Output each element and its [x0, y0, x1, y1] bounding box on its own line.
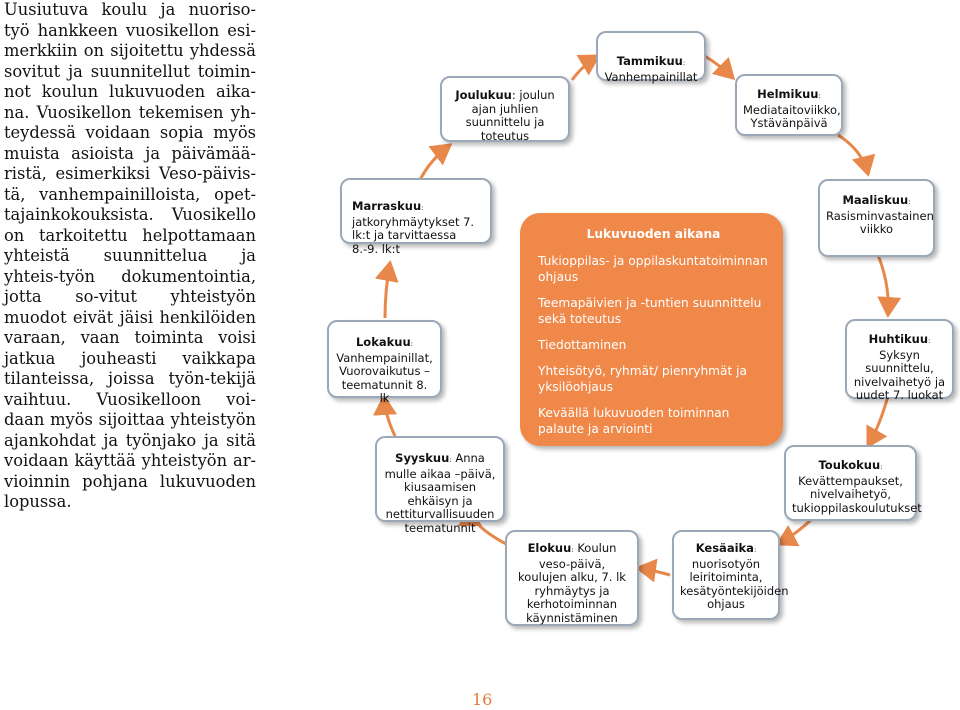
- month-box-syyskuu: Syyskuu: Anna mulle aikaa –päivä, kiusaamisen ehkäisyn ja nettiturvallisuuden teematunnit: [375, 436, 505, 522]
- arrow-touko-kesa: [778, 518, 813, 544]
- hub-item: Keväällä lukuvuoden toiminnan palaute ja arviointi: [538, 406, 730, 436]
- month-text: Syksyn suunnittelu, nivelvaihetyö ja uudet 7. luokat: [853, 347, 946, 402]
- month-text: jatkoryhmäytykset 7. lk:t ja tarvittaessa 8.-9. lk:t: [352, 214, 475, 256]
- month-box-kesaaika: Kesäaika: nuorisotyön leiritoiminta, kesätyöntekijöiden ohjaus: [672, 530, 780, 620]
- month-name: Elokuu: [527, 541, 572, 555]
- arrow-huhti-touko: [868, 396, 888, 446]
- month-name: Marraskuu: [352, 199, 422, 213]
- month-name: Kesäaika: [695, 541, 754, 555]
- month-text: Vanhempainillat: [604, 69, 698, 84]
- hub-item: Teemapäivien ja -tuntien suunnittelu sekä toteutus: [538, 296, 762, 326]
- month-box-maaliskuu: Maaliskuu: Rasisminvastainen viikko: [818, 179, 935, 257]
- month-box-elokuu: Elokuu: Koulun veso-päivä, koulujen alku, 7. lk ryhmäytys ja kerhotoiminnan käynnistäminen: [505, 530, 639, 626]
- month-name: Toukokuu: [818, 458, 881, 472]
- school-year-hub: [520, 213, 783, 446]
- month-box-joulukuu: Joulukuu: joulun ajan juhlien suunnittelu ja toteutus: [440, 76, 570, 142]
- month-name: Syyskuu: [395, 451, 450, 465]
- arrow-loka-marras: [385, 263, 390, 318]
- month-box-toukokuu: Toukokuu: Kevättempaukset, nivelvaihetyö, tukioppilaskoulutukset: [784, 445, 917, 521]
- arrow-joulu-tammi: [572, 56, 598, 80]
- page-number: 16: [472, 690, 493, 709]
- body-paragraph: Uusiutuva koulu ja nuoriso-työ hankkeen vuosikellon esi-merkkiin on sijoitettu yhdessä sovitut ja suunnitellut toimin-not koulun lukuvuoden aika-na. Vuosikellon tekemisen yh-teydessä voidaan sopia myös muista asioista ja päivämää-ristä, esimerkiksi Veso-päivis-tä, vanhempainilloista, opet-tajainkokouksista. Vuosikello on tarkoitettu helpottamaan yhteistä suunnittelua ja yhteis-työn dokumentointia, jotta so-vitut yhteistyön muodot eivät jäisi henkilöiden varaan, vaan toiminta voisi jatkua jouheasti vaikkapa tilanteissa, joissa työn-tekijä vaihtuu. Vuosikelloon voi-daan myös sijoittaa yhteistyön ajankohdat ja työnjako ja sitä voidaan käyttää yhteistyön ar-vioinnin pohjana lukuvuoden lopussa.: [4, 0, 256, 511]
- month-text: Koulun veso-päivä, koulujen alku, 7. lk ryhmäytys ja kerhotoiminnan käynnistäminen: [518, 541, 626, 625]
- month-text: Kevättempaukset, nivelvaihetyö, tukioppilaskoulutukset: [792, 473, 922, 515]
- hub-title: Lukuvuoden aikana: [586, 227, 721, 241]
- month-text: Mediataitoviikko, Ystävänpäivä: [743, 102, 841, 130]
- month-box-tammikuu: Tammikuu: Vanhempainillat: [596, 31, 706, 81]
- month-box-lokakuu: Lokakuu: Vanhempainillat, Vuorovaikutus – teematunnit 8. lk: [327, 320, 442, 398]
- arrow-maalis-huhti: [878, 255, 888, 315]
- month-box-huhtikuu: Huhtikuu: Syksyn suunnittelu, nivelvaihetyö ja uudet 7. luokat: [845, 319, 954, 399]
- arrow-marras-joulu: [420, 145, 450, 180]
- month-name: Lokakuu: [355, 335, 411, 349]
- month-text: nuorisotyön leiritoiminta, kesätyöntekijöiden ohjaus: [680, 556, 789, 611]
- arrow-tammi-helmi: [703, 55, 733, 78]
- month-name: Huhtikuu: [868, 332, 929, 346]
- month-text: Rasisminvastainen viikko: [826, 208, 934, 236]
- month-name: Helmikuu: [757, 87, 819, 101]
- hub-item: Tukioppilas- ja oppilaskuntatoiminnan ohjaus: [538, 254, 768, 284]
- month-text: Anna mulle aikaa –päivä, kiusaamisen ehkäisyn ja nettiturvallisuuden teematunnit: [384, 451, 496, 535]
- month-box-helmikuu: Helmikuu: Mediataitoviikko, Ystävänpäivä: [735, 74, 843, 136]
- arrow-kesa-elo: [638, 568, 670, 575]
- month-text: Vanhempainillat, Vuorovaikutus – teematunnit 8. lk: [336, 350, 433, 405]
- month-name: Joulukuu: [455, 88, 512, 102]
- arrow-helmi-maalis: [838, 135, 868, 174]
- month-name: Tammikuu: [616, 54, 683, 68]
- month-box-marraskuu: Marraskuu: jatkoryhmäytykset 7. lk:t ja tarvittaessa 8.-9. lk:t: [340, 178, 492, 244]
- month-text: joulun ajan juhlien suunnittelu ja toteutus: [465, 88, 555, 143]
- month-name: Maaliskuu: [842, 193, 909, 207]
- hub-item: Yhteisötyö, ryhmät/ pienryhmät ja yksilöohjaus: [538, 364, 748, 394]
- hub-item: Tiedottaminen: [538, 338, 627, 352]
